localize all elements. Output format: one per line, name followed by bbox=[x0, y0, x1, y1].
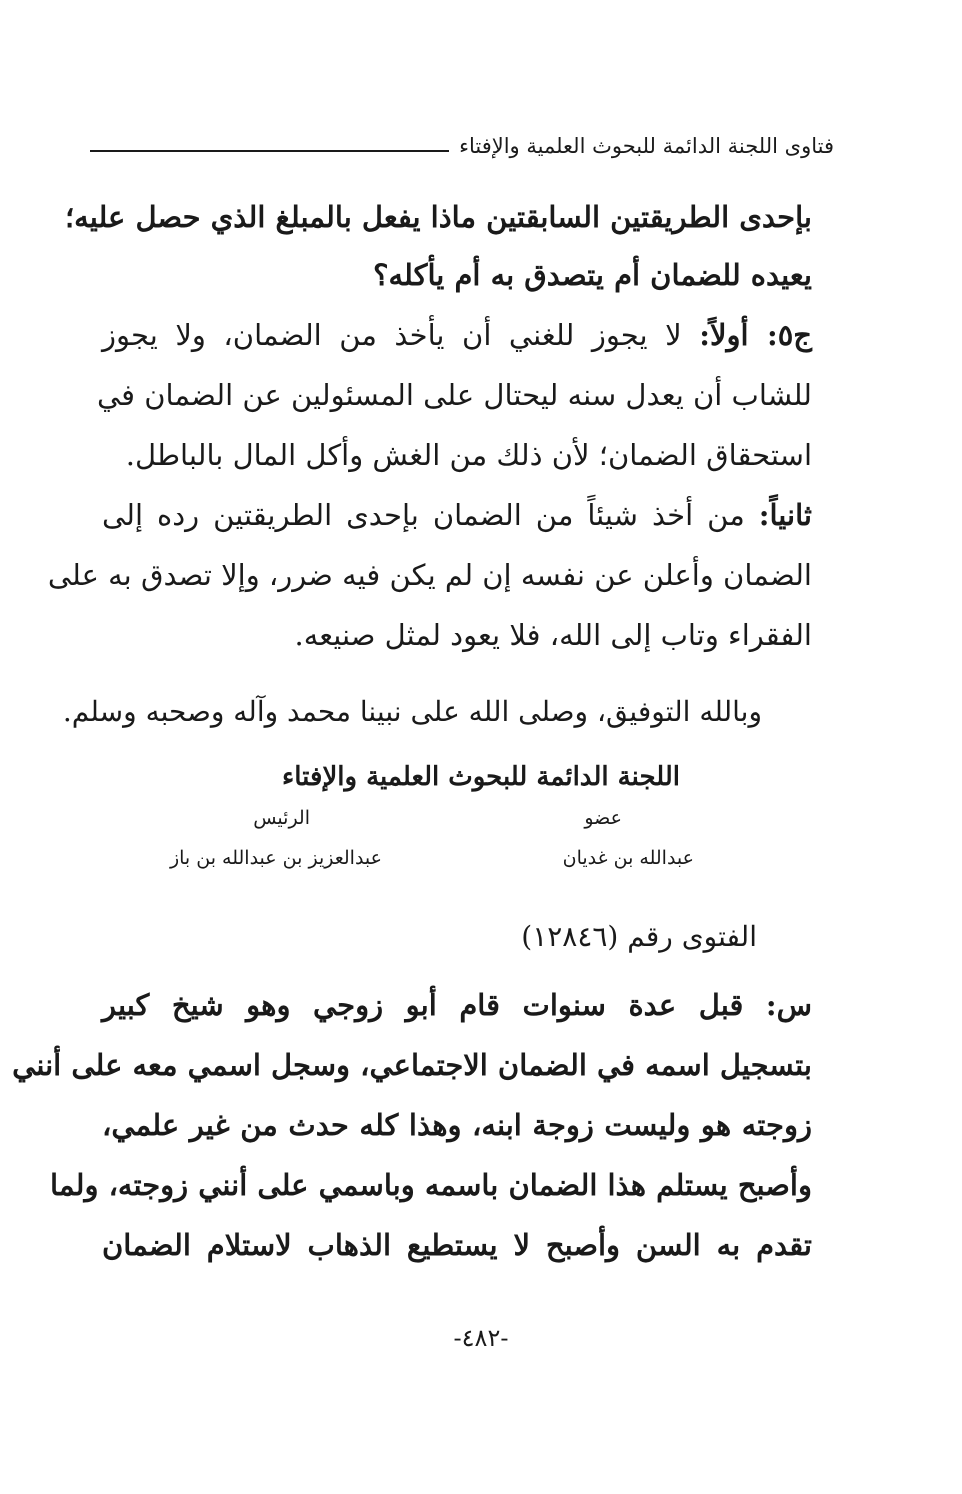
committee-name: اللجنة الدائمة للبحوث العلمية والإفتاء bbox=[282, 762, 680, 792]
answer-line: الفقراء وتاب إلى الله، فلا يعود لمثل صنيعه. bbox=[294, 618, 812, 652]
answer bbox=[47, 305, 813, 665]
header-title: فتاوى اللجنة الدائمة للبحوث العلمية والإفتاء bbox=[459, 134, 834, 158]
answer-line: الضمان وأعلن عن نفسه إن لم يكن فيه ضرر، وإلا تصدق به على bbox=[47, 558, 812, 592]
question-2 bbox=[12, 975, 812, 1275]
answer-line: للشاب أن يعدل سنه ليحتال على المسئولين عن الضمان في bbox=[96, 378, 812, 412]
question-continued bbox=[64, 188, 812, 304]
question-line: وأصبح يستلم هذا الضمان باسمه وباسمي على أنني زوجته، ولما bbox=[50, 1168, 812, 1202]
fatwa-number: الفتوى رقم (١٢٨٤٦) bbox=[521, 920, 757, 953]
question-line: يعيده للضمان أم يتصدق به أم يأكله؟ bbox=[373, 258, 812, 292]
question-line: تقدم به السن وأصبح لا يستطيع الذهاب لاستلام الضمان bbox=[102, 1228, 812, 1262]
answer-first-text: لا يجوز للغني أن يأخذ من الضمان، ولا يجوز bbox=[102, 318, 682, 352]
president-name: عبدالعزيز بن عبدالله بن باز bbox=[169, 847, 382, 869]
member-role: عضو bbox=[584, 807, 622, 829]
closing-formula: وبالله التوفيق، وصلى الله على نبينا محمد وآله وصحبه وسلم. bbox=[62, 695, 762, 728]
question-line: بإحدى الطريقتين السابقتين ماذا يفعل بالمبلغ الذي حصل عليه؛ bbox=[64, 200, 812, 234]
question-line: زوجته هو وليست زوجة ابنه، وهذا كله حدث من غير علمي، bbox=[102, 1108, 812, 1142]
answer-first-label: ج٥: أولاً: bbox=[699, 318, 813, 352]
president-role: الرئيس bbox=[253, 807, 310, 829]
running-header bbox=[90, 118, 834, 158]
answer-line bbox=[102, 485, 812, 545]
answer-line: استحقاق الضمان؛ لأن ذلك من الغش وأكل المال بالباطل. bbox=[125, 438, 812, 472]
answer-second-text: من أخذ شيئاً من الضمان بإحدى الطريقتين رده إلى bbox=[102, 498, 745, 532]
header-rule bbox=[90, 150, 449, 152]
answer-second-label: ثانياً: bbox=[758, 498, 813, 532]
question-line: بتسجيل اسمه في الضمان الاجتماعي، وسجل اسمي معه على أنني bbox=[12, 1048, 812, 1082]
question-line: س: قبل عدة سنوات قام أبو زوجي وهو شيخ كبير bbox=[102, 988, 812, 1022]
answer-line bbox=[102, 305, 812, 365]
page-number: -٤٨٢- bbox=[453, 1324, 509, 1352]
member-name: عبدالله بن غديان bbox=[562, 847, 694, 869]
